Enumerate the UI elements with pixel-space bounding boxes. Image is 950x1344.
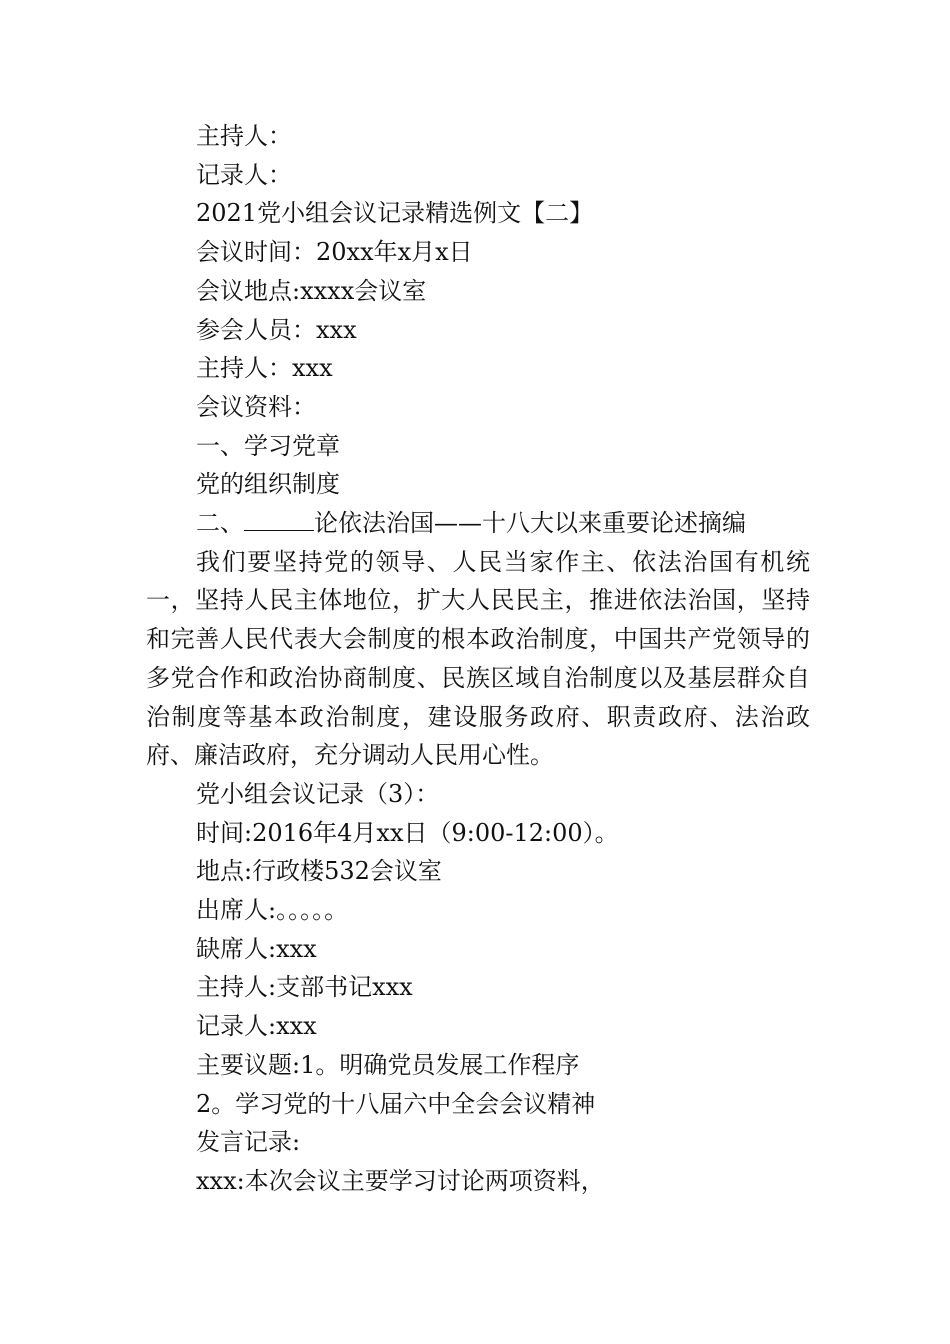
record-location-line: 地点:行政楼532会议室 bbox=[196, 857, 442, 886]
speech-record-label: 发言记录: bbox=[196, 1128, 301, 1157]
speech-record-line: xxx:本次会议主要学习讨论两项资料， bbox=[196, 1166, 605, 1195]
meeting-time-line: 会议时间：20xx年x月x日 bbox=[196, 238, 473, 267]
document-body bbox=[146, 117, 810, 1201]
host-name-line: 主持人：xxx bbox=[196, 354, 333, 383]
record-host-line: 主持人:支部书记xxx bbox=[196, 973, 413, 1002]
agenda-item-two bbox=[146, 504, 810, 543]
present-line: 出席人:。。。。。 bbox=[196, 896, 349, 925]
fill-in-blank bbox=[244, 508, 314, 531]
record-recorder-line: 记录人:xxx bbox=[196, 1012, 317, 1041]
main-topic-line: 主要议题:1。明确党员发展工作程序 bbox=[196, 1050, 580, 1079]
section-title: 2021党小组会议记录精选例文【二】 bbox=[196, 199, 594, 228]
record-time-line: 时间:2016年4月xx日（9:00-12:00）。 bbox=[196, 818, 619, 847]
agenda-item-two-prefix: 二、 bbox=[196, 509, 244, 538]
attendees-line: 参会人员：xxx bbox=[196, 315, 357, 344]
materials-label: 会议资料： bbox=[196, 392, 316, 421]
agenda-item-two-title: 论依法治国——十八大以来重要论述摘编 bbox=[314, 509, 746, 538]
agenda-subitem: 党的组织制度 bbox=[196, 470, 340, 499]
body-paragraph: 我们要坚持党的领导、人民当家作主、依法治国有机统一，坚持人民主体地位，扩大人民民主，推进依法治国，坚持和完善人民代表大会制度的根本政治制度，中国共产党领导的多党合作和政治协商制度、民族区域自治制度以及基层群众自治制度等基本政治制度，建设服务政府、职责政府、法治政府、廉洁政府，充分调动人民用心性。 bbox=[146, 547, 810, 770]
host-line: 主持人： bbox=[196, 122, 292, 150]
recorder-line: 记录人： bbox=[196, 160, 292, 189]
record-title: 党小组会议记录（3）： bbox=[196, 779, 440, 808]
absent-line: 缺席人:xxx bbox=[196, 934, 317, 963]
main-topic-second: 2。学习党的十八届六中全会会议精神 bbox=[196, 1089, 596, 1118]
agenda-item-one: 一、学习党章 bbox=[196, 431, 340, 460]
meeting-location-line: 会议地点:xxxx会议室 bbox=[196, 276, 427, 305]
